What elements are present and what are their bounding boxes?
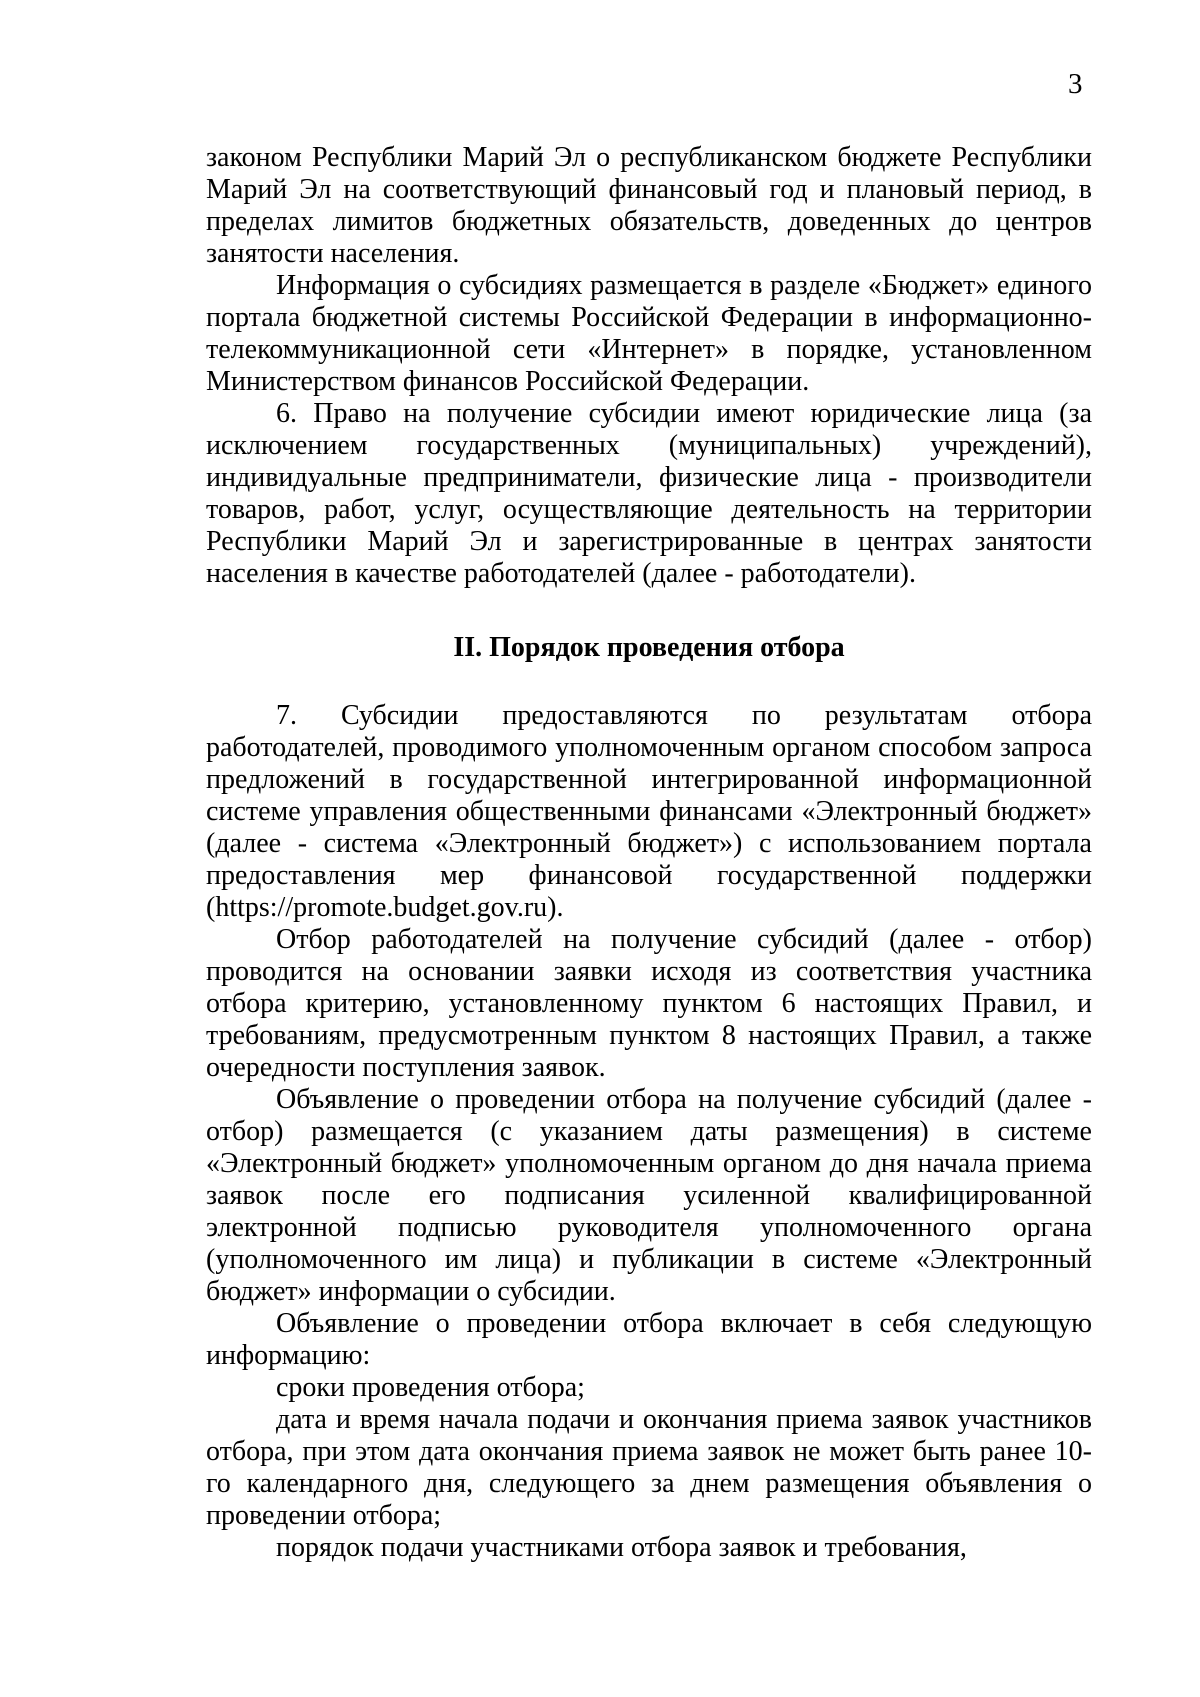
paragraphs-before (206, 142, 1092, 590)
paragraphs-after (206, 700, 1092, 1564)
page-number: 3 (1068, 68, 1083, 100)
document-body (206, 142, 1092, 1564)
paragraph: сроки проведения отбора; (276, 1372, 585, 1403)
paragraph: законом Республики Марий Эл о республиканском бюджете Республики Марий Эл на соответствующий финансовый год и плановый период, в пределах лимитов бюджетных обязательств, доведенных до центров занятости населения. (206, 142, 1092, 269)
paragraph: порядок подачи участниками отбора заявок и требования, (276, 1532, 967, 1563)
paragraph: 7. Субсидии предоставляются по результатам отбора работодателей, проводимого уполномоченным органом способом запроса предложений в государственной интегрированной информационной системе управления общественными финансами «Электронный бюджет» (далее - система «Электронный бюджет») с использованием портала предоставления мер финансовой государственной поддержки (https://promote.budget.gov.ru). (206, 700, 1092, 923)
paragraph: Информация о субсидиях размещается в разделе «Бюджет» единого портала бюджетной системы Российской Федерации в информационно-телекоммуникационной сети «Интернет» в порядке, установленном Министерством финансов Российской Федерации. (206, 270, 1092, 397)
paragraph: Объявление о проведении отбора на получение субсидий (далее - отбор) размещается (с указанием даты размещения) в системе «Электронный бюджет» уполномоченным органом до дня начала приема заявок после его подписания усиленной квалифицированной электронной подписью руководителя уполномоченного органа (уполномоченного им лица) и публикации в системе «Электронный бюджет» информации о субсидии. (206, 1084, 1092, 1307)
paragraph: Объявление о проведении отбора включает в себя следующую информацию: (206, 1308, 1092, 1371)
paragraph: Отбор работодателей на получение субсидий (далее - отбор) проводится на основании заявки исходя из соответствия участника отбора критерию, установленному пунктом 6 настоящих Правил, и требованиям, предусмотренным пунктом 8 настоящих Правил, а также очередности поступления заявок. (206, 924, 1092, 1083)
paragraph: 6. Право на получение субсидии имеют юридические лица (за исключением государственных (муниципальных) учреждений), индивидуальные предприниматели, физические лица - производители товаров, работ, услуг, осуществляющие деятельность на территории Республики Марий Эл и зарегистрированные в центрах занятости населения в качестве работодателей (далее - работодатели). (206, 398, 1092, 589)
section-heading: II. Порядок проведения отбора (453, 632, 845, 663)
paragraph: дата и время начала подачи и окончания приема заявок участников отбора, при этом дата окончания приема заявок не может быть ранее 10-го календарного дня, следующего за днем размещения объявления о проведении отбора; (206, 1404, 1092, 1531)
